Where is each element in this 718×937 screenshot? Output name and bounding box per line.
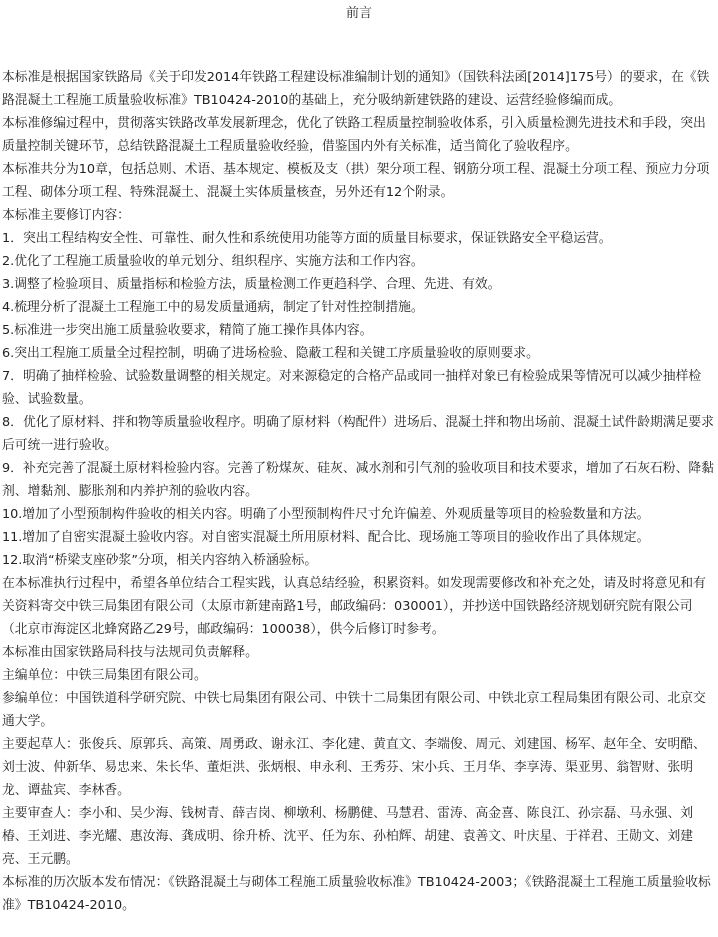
document-body bbox=[2, 66, 716, 917]
paragraph: 2.优化了工程施工质量验收的单元划分、组织程序、实施方法和工作内容。 bbox=[2, 254, 424, 269]
paragraph: 参编单位：中国铁道科学研究院、中铁七局集团有限公司、中铁十二局集团有限公司、中铁北京工程局集团有限公司、北京交通大学。 bbox=[2, 691, 706, 729]
paragraph: 本标准共分为10章，包括总则、术语、基本规定、模板及支（拱）架分项工程、钢筋分项工程、混凝土分项工程、预应力分项工程、砌体分项工程、特殊混凝土、混凝土实体质量核查，另外还有12个附录。 bbox=[2, 162, 710, 200]
paragraph: 本标准由国家铁路局科技与法规司负责解释。 bbox=[2, 645, 258, 660]
paragraph: 主编单位：中铁三局集团有限公司。 bbox=[2, 668, 207, 683]
paragraph: 5.标准进一步突出施工质量验收要求，精简了施工操作具体内容。 bbox=[2, 323, 373, 338]
paragraph: 在本标准执行过程中，希望各单位结合工程实践，认真总结经验，积累资料。如发现需要修改和补充之处，请及时将意见和有关资料寄交中铁三局集团有限公司（太原市新建南路1号，邮政编码：030001），并抄送中国铁路经济规划研究院有限公司（北京市海淀区北蜂窝路乙29号，邮政编码：100038），供今后修订时参考。 bbox=[2, 576, 706, 637]
paragraph: 4.梳理分析了混凝土工程施工中的易发质量通病，制定了针对性控制措施。 bbox=[2, 300, 424, 315]
paragraph: 12.取消“桥梁支座砂浆”分项，相关内容纳入桥涵验标。 bbox=[2, 553, 318, 568]
paragraph: 8．优化了原材料、拌和物等质量验收程序。明确了原材料（构配件）进场后、混凝土拌和物出场前、混凝土试件龄期满足要求后可统一进行验收。 bbox=[2, 415, 714, 453]
paragraph: 9．补充完善了混凝土原材料检验内容。完善了粉煤灰、硅灰、减水剂和引气剂的验收项目和技术要求，增加了石灰石粉、降黏剂、增黏剂、膨胀剂和内养护剂的验收内容。 bbox=[2, 461, 714, 499]
paragraph: 3.调整了检验项目、质量指标和检验方法，质量检测工作更趋科学、合理、先进、有效。 bbox=[2, 277, 501, 292]
paragraph: 主要起草人：张俊兵、原郭兵、高策、周勇政、谢永江、李化建、黄直文、李端俊、周元、刘建国、杨军、赵年全、安明酷、刘士波、仲新华、易忠来、朱长华、董炬洪、张炳根、申永利、王秀芬、宋小兵、王月华、李享涛、渠亚男、翁智财、张明龙、谭盐宾、李林香。 bbox=[2, 737, 706, 798]
paragraph: 本标准的历次版本发布情况：《铁路混凝土与砌体工程施工质量验收标准》TB10424-2003；《铁路混凝土工程施工质量验收标准》TB10424-2010。 bbox=[2, 875, 711, 913]
paragraph: 本标准主要修订内容： bbox=[2, 208, 130, 223]
paragraph: 6.突出工程施工质量全过程控制，明确了进场检验、隐蔽工程和关键工序质量验收的原则要求。 bbox=[2, 346, 539, 361]
paragraph: 1．突出工程结构安全性、可靠性、耐久性和系统使用功能等方面的质量目标要求，保证铁路安全平稳运营。 bbox=[2, 231, 612, 246]
paragraph: 本标准是根据国家铁路局《关于印发2014年铁路工程建设标准编制计划的通知》（国铁科法函[2014]175号）的要求，在《铁路混凝土工程施工质量验收标准》TB10424-2010的基础上，充分吸纳新建铁路的建设、运营经验修编而成。 bbox=[2, 70, 710, 108]
paragraph: 本标准修编过程中，贯彻落实铁路改革发展新理念，优化了铁路工程质量控制验收体系，引入质量检测先进技术和手段，突出质量控制关键环节，总结铁路混凝土工程质量验收经验，借鉴国内外有关标准，适当简化了验收程序。 bbox=[2, 116, 706, 154]
paragraph: 11.增加了自密实混凝土验收内容。对自密实混凝土所用原材料、配合比、现场施工等项目的验收作出了具体规定。 bbox=[2, 530, 650, 545]
paragraph: 10.增加了小型预制构件验收的相关内容。明确了小型预制构件尺寸允许偏差、外观质量等项目的检验数量和方法。 bbox=[2, 507, 650, 522]
paragraph: 7．明确了抽样检验、试验数量调整的相关规定。对来源稳定的合格产品或同一抽样对象已有检验成果等情况可以减少抽样检验、试验数量。 bbox=[2, 369, 702, 407]
paragraph: 主要审查人：李小和、吴少海、钱树青、薛吉岗、柳墩利、杨鹏健、马慧君、雷涛、高金喜、陈良江、孙宗磊、马永强、刘椿、王刘进、李光耀、惠汝海、龚成明、徐升桥、沈平、任为东、孙柏辉、胡建、袁善文、叶庆星、于祥君、王勋文、刘建亮、王元鹏。 bbox=[2, 806, 694, 867]
page-title: 前言 bbox=[345, 6, 372, 21]
